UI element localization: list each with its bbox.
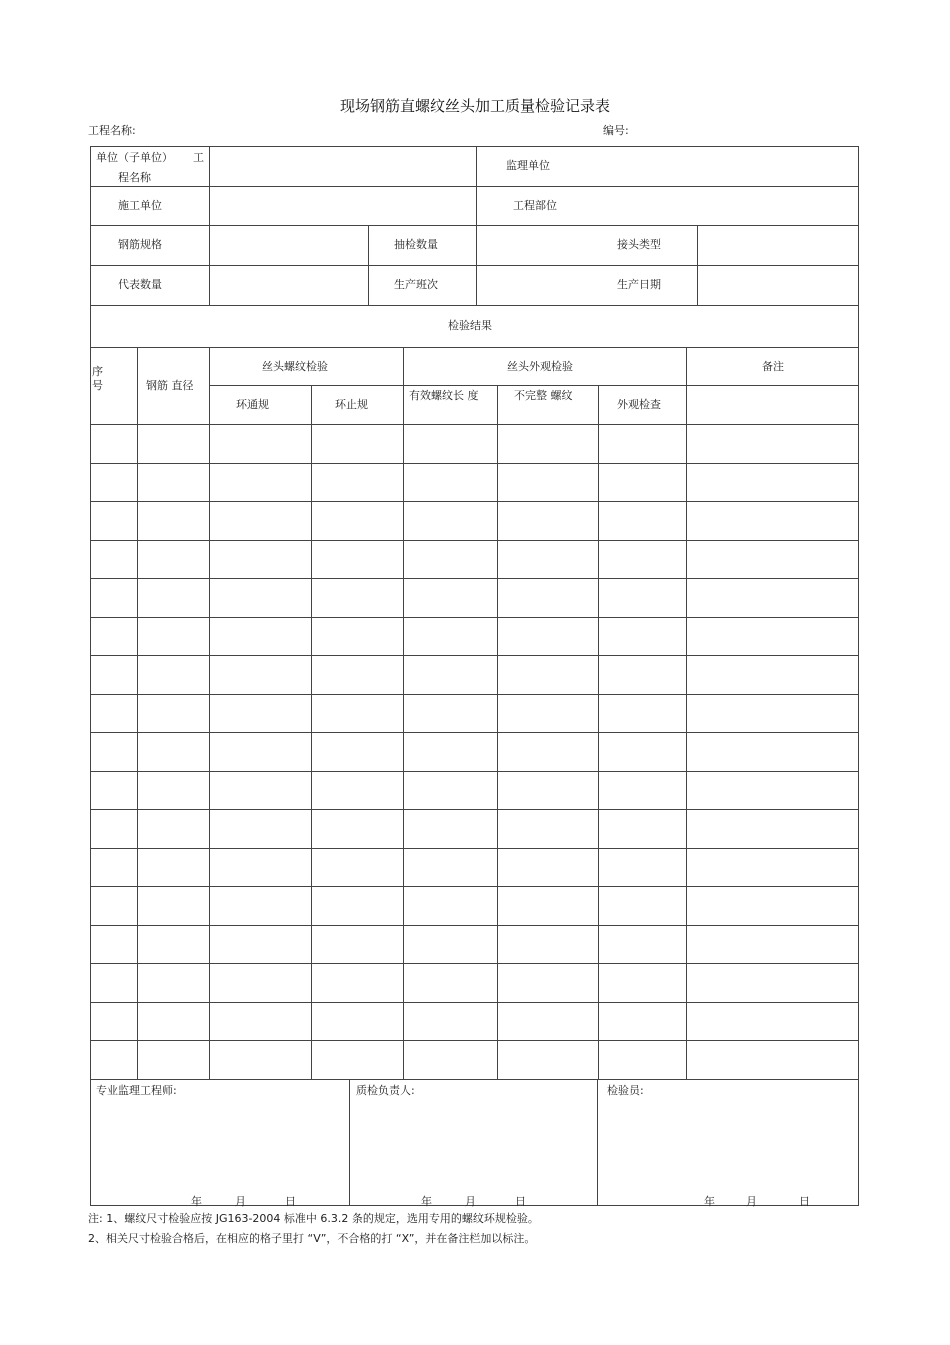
table-rule <box>90 225 858 226</box>
results-section-label: 检验结果 <box>448 319 492 332</box>
table-rule <box>90 1002 858 1003</box>
table-rule <box>90 732 858 733</box>
rebar-spec-label: 钢筋规格 <box>118 238 162 251</box>
remarks-label: 备注 <box>762 360 784 373</box>
table-rule <box>209 146 210 305</box>
unit-name-label: 单位（子单位） <box>96 151 173 164</box>
note-1: 注: 1、螺纹尺寸检验应按 JG163-2004 标准中 6.3.2 条的规定，选用专用的螺纹环规检验。 <box>88 1212 539 1225</box>
table-rule <box>90 347 858 348</box>
construction-unit-label: 施工单位 <box>118 199 162 212</box>
project-name-label: 工程名称: <box>88 124 136 137</box>
table-rule <box>90 963 858 964</box>
table-rule <box>349 1079 350 1205</box>
table-rule <box>90 305 858 306</box>
table-rule <box>90 146 859 147</box>
table-rule <box>90 848 858 849</box>
table-rule <box>403 347 404 1079</box>
table-rule <box>90 694 858 695</box>
unit-name-label-line2: 程名称 <box>118 171 151 184</box>
table-rule <box>90 1079 858 1080</box>
production-date-label: 生产日期 <box>617 278 661 291</box>
effective-thread-label: 有效螺纹长 度 <box>409 389 479 402</box>
table-rule <box>597 1079 598 1205</box>
table-rule <box>476 146 477 305</box>
table-rule <box>90 617 858 618</box>
table-rule <box>90 424 858 425</box>
sig3-day: 日 <box>799 1195 810 1208</box>
inspector-signature-label: 检验员: <box>607 1084 644 1097</box>
seq-label-line2: 号 <box>92 379 103 392</box>
sig1-month: 月 <box>235 1195 246 1208</box>
sig2-month: 月 <box>465 1195 476 1208</box>
table-rule <box>209 385 858 386</box>
go-gauge-label: 环通规 <box>236 398 269 411</box>
table-rule <box>686 347 687 1079</box>
table-rule <box>90 186 858 187</box>
qc-lead-signature-label: 质检负责人: <box>356 1084 415 1097</box>
note-2: 2、相关尺寸检验合格后，在相应的格子里打 “V”，不合格的打 “X”，并在备注栏加以标注。 <box>88 1232 536 1245</box>
table-rule <box>90 1040 858 1041</box>
unit-name-label-suffix: 工 <box>193 151 204 164</box>
joint-type-label: 接头类型 <box>617 238 661 251</box>
thread-gauge-label: 丝头螺纹检验 <box>262 360 328 373</box>
seq-label: 序 <box>92 365 103 378</box>
table-rule <box>90 886 858 887</box>
sample-qty-label: 抽检数量 <box>394 238 438 251</box>
sig1-year: 年 <box>191 1195 202 1208</box>
table-rule <box>209 347 210 1079</box>
appearance-check-label: 丝头外观检验 <box>507 360 573 373</box>
table-rule <box>90 501 858 502</box>
incomplete-thread-label: 不完整 螺纹 <box>514 389 573 402</box>
table-rule <box>858 146 859 1205</box>
table-rule <box>90 925 858 926</box>
table-rule <box>90 578 858 579</box>
table-rule <box>90 265 858 266</box>
nogo-gauge-label: 环止规 <box>335 398 368 411</box>
table-rule <box>697 225 698 305</box>
table-rule <box>90 655 858 656</box>
table-rule <box>368 225 369 305</box>
rebar-diameter-label: 钢筋 直径 <box>146 379 194 392</box>
visual-check-label: 外观检查 <box>617 398 661 411</box>
table-rule <box>90 771 858 772</box>
sig2-day: 日 <box>515 1195 526 1208</box>
project-part-label: 工程部位 <box>513 199 557 212</box>
supervisor-signature-label: 专业监理工程师: <box>96 1084 177 1097</box>
sig2-year: 年 <box>421 1195 432 1208</box>
sig3-month: 月 <box>746 1195 757 1208</box>
table-rule <box>90 463 858 464</box>
rep-qty-label: 代表数量 <box>118 278 162 291</box>
table-rule <box>90 809 858 810</box>
table-rule <box>137 347 138 1079</box>
table-rule <box>90 540 858 541</box>
serial-number-label: 编号: <box>603 124 629 137</box>
sig3-year: 年 <box>704 1195 715 1208</box>
production-shift-label: 生产班次 <box>394 278 438 291</box>
page-title: 现场钢筋直螺纹丝头加工质量检验记录表 <box>339 97 610 115</box>
supervision-unit-label: 监理单位 <box>506 159 550 172</box>
sig1-day: 日 <box>285 1195 296 1208</box>
